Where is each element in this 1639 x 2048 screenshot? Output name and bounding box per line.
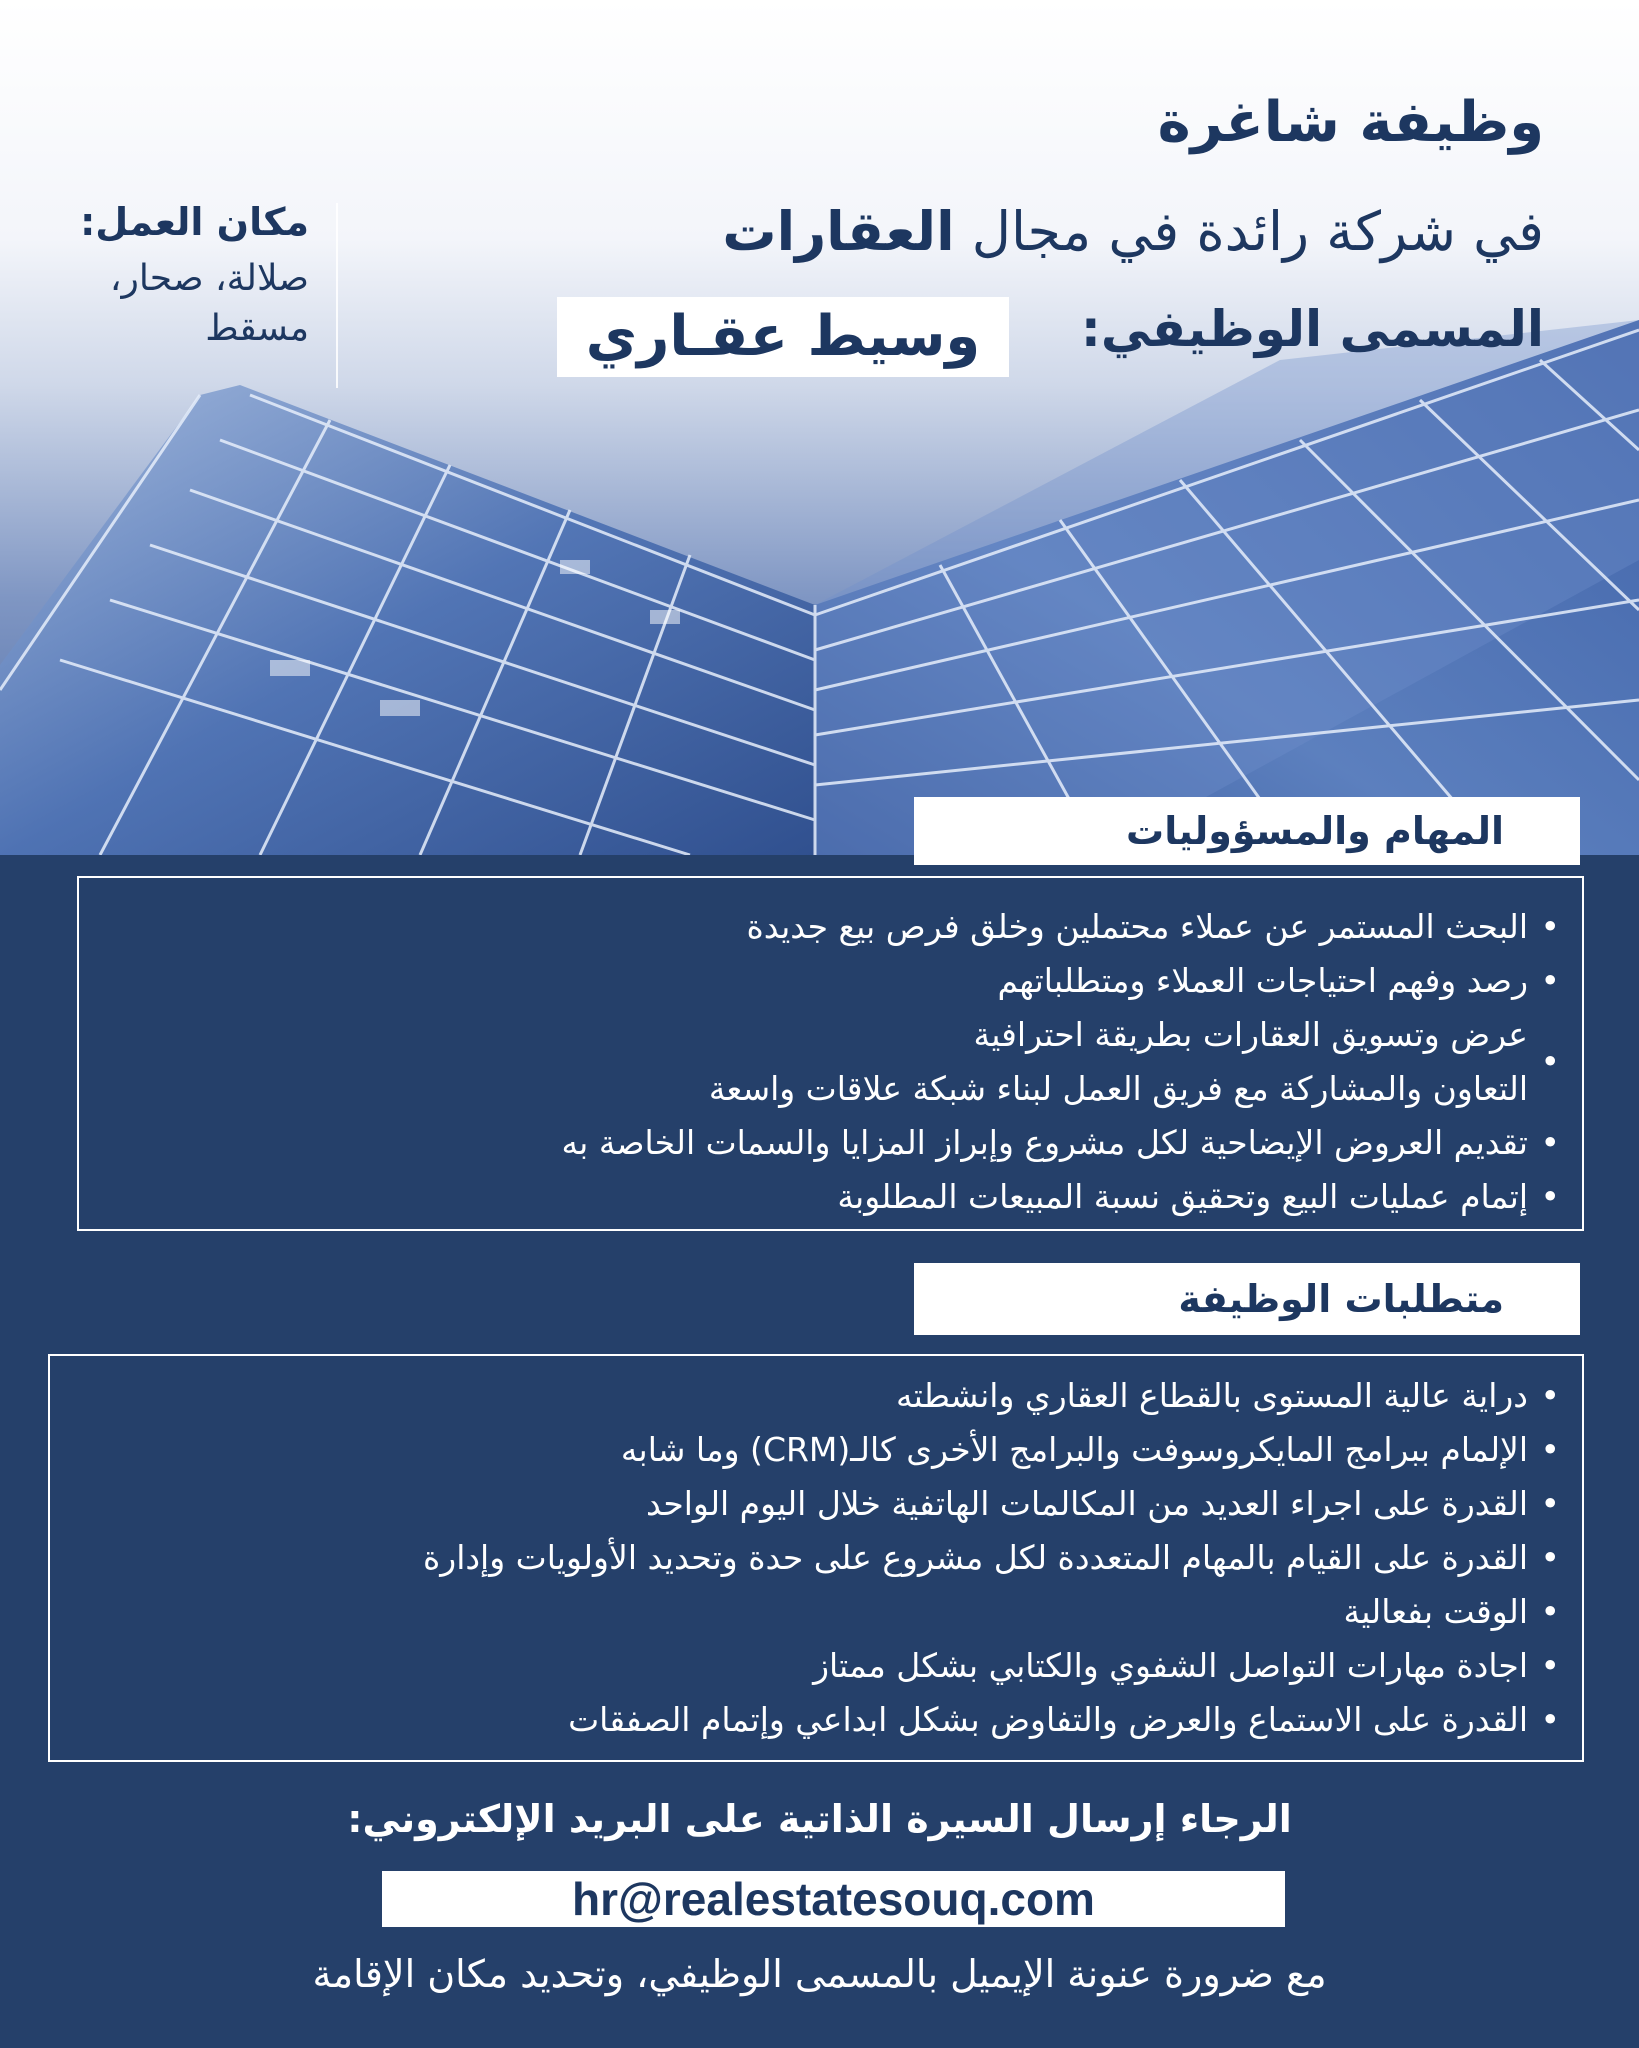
cta-text: الرجاء إرسال السيرة الذاتية على البريد الإلكتروني: bbox=[347, 1797, 1292, 1841]
job-title-label: المسمى الوظيفي: bbox=[1080, 300, 1544, 358]
bullet-icon: • bbox=[1540, 961, 1560, 1000]
list-item: • الوقت بفعالية bbox=[70, 1585, 1560, 1639]
bullet-icon: • bbox=[1540, 1592, 1560, 1631]
list-item: • عرض وتسويق العقارات بطريقة احترافية التعاون والمشاركة مع فريق العمل لبناء شبكة علاقات واسعة bbox=[708, 1015, 1560, 1108]
header-divider bbox=[336, 203, 338, 388]
list-item: • إتمام عمليات البيع وتحقيق نسبة المبيعات المطلوبة bbox=[110, 1170, 1560, 1224]
list-item: • القدرة على الاستماع والعرض والتفاوض بشكل ابداعي وإتمام الصفقات bbox=[70, 1693, 1560, 1747]
location-label: مكان العمل: bbox=[80, 200, 309, 244]
bullet-icon: • bbox=[1540, 1123, 1560, 1162]
list-item: • تقديم العروض الإيضاحية لكل مشروع وإبراز المزايا والسمات الخاصة به bbox=[110, 1116, 1560, 1170]
list-item: • القدرة على اجراء العديد من المكالمات الهاتفية خلال اليوم الواحد bbox=[70, 1477, 1560, 1531]
list-item: • اجادة مهارات التواصل الشفوي والكتابي بشكل ممتاز bbox=[70, 1639, 1560, 1693]
list-item: • رصد وفهم احتياجات العملاء ومتطلباتهم bbox=[110, 954, 1560, 1008]
page-title: وظيفة شاغرة bbox=[1157, 90, 1544, 155]
bullet-icon: • bbox=[1540, 1430, 1560, 1469]
bullet-icon: • bbox=[1540, 1376, 1560, 1415]
location-line-1: صلالة، صحار، bbox=[109, 258, 309, 299]
bullet-icon: • bbox=[1540, 1646, 1560, 1685]
tasks-list bbox=[110, 900, 1560, 1224]
footer-note: مع ضرورة عنونة الإيميل بالمسمى الوظيفي، وتحديد مكان الإقامة bbox=[312, 1952, 1327, 1996]
subtitle-highlight: العقارات bbox=[722, 200, 955, 263]
company-subtitle bbox=[722, 200, 1544, 263]
job-title: وسيط عقـاري bbox=[585, 304, 981, 369]
list-item: • البحث المستمر عن عملاء محتملين وخلق فرص بيع جديدة bbox=[110, 900, 1560, 954]
bullet-icon: • bbox=[1540, 1177, 1560, 1216]
list-item: • دراية عالية المستوى بالقطاع العقاري وانشطته bbox=[70, 1369, 1560, 1423]
requirements-list bbox=[70, 1369, 1560, 1747]
bullet-icon: • bbox=[1540, 1042, 1560, 1081]
requirements-heading-bar bbox=[914, 1263, 1580, 1335]
list-item: • الإلمام ببرامج المايكروسوفت والبرامج الأخرى كالـ(CRM) وما شابه bbox=[70, 1423, 1560, 1477]
bullet-icon: • bbox=[1540, 1484, 1560, 1523]
bullet-icon: • bbox=[1540, 1538, 1560, 1577]
email-link[interactable]: hr@realestatesouq.com bbox=[572, 1873, 1095, 1925]
bullet-icon: • bbox=[1540, 1700, 1560, 1739]
tasks-heading-bar bbox=[914, 797, 1580, 865]
subtitle-prefix: في شركة رائدة في مجال bbox=[971, 200, 1544, 263]
requirements-heading: متطلبات الوظيفة bbox=[1178, 1277, 1504, 1321]
bullet-icon: • bbox=[1540, 907, 1560, 946]
list-item: • القدرة على القيام بالمهام المتعددة لكل مشروع على حدة وتحديد الأولويات وإدارة bbox=[70, 1531, 1560, 1585]
tasks-heading: المهام والمسؤوليات bbox=[1126, 809, 1504, 853]
location-line-2: مسقط bbox=[205, 308, 309, 349]
